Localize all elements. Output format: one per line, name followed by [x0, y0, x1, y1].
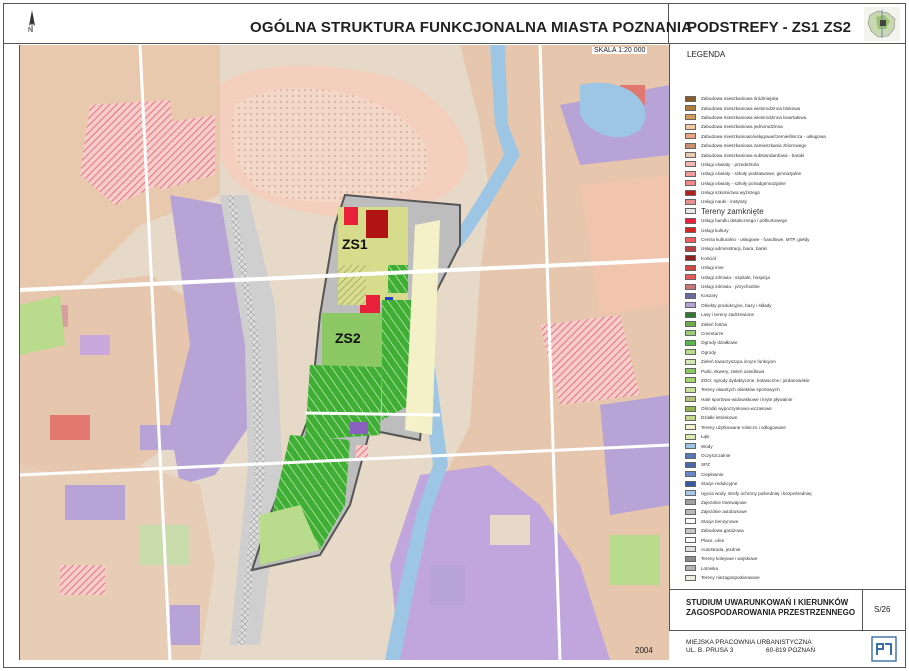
legend-label: Usługi kultury	[701, 227, 729, 233]
legend-label: Zieleń fortów	[701, 321, 728, 327]
legend-swatch	[685, 359, 696, 365]
legend-label: Usługi szkolnictwa wyższego	[701, 190, 760, 196]
legend-swatch	[685, 274, 696, 280]
block-se	[490, 515, 530, 545]
legend-item	[685, 263, 900, 272]
legend-swatch	[685, 265, 696, 271]
legend-item	[685, 423, 900, 432]
legend-label: Usługi inne	[701, 265, 724, 271]
legend-label: Ośrodki wypoczynkowo-wczasowe	[701, 406, 772, 412]
legend-swatch	[685, 340, 696, 346]
legend-label: Działki letniskowe	[701, 415, 738, 421]
legend-item	[685, 197, 900, 206]
legend-item	[685, 413, 900, 422]
legend-swatch	[685, 96, 696, 102]
legend-swatch	[685, 415, 696, 421]
legend-swatch	[685, 330, 696, 336]
map-canvas[interactable]	[19, 45, 669, 660]
legend-item	[685, 488, 900, 497]
zs1-allotments	[388, 265, 408, 293]
legend-swatch	[685, 556, 696, 562]
legend-label: Usługi oświaty - szkoły podstawowe, gimnazjalne	[701, 171, 802, 177]
map-subtitle: PODSTREFY - ZS1 ZS2	[687, 19, 851, 36]
legend-label: Kościół	[701, 255, 716, 261]
office-logo-icon	[871, 636, 897, 662]
block-se-2	[430, 565, 465, 605]
legend-item	[685, 432, 900, 441]
legend-label: Lotniska	[701, 565, 719, 571]
legend-item	[685, 244, 900, 253]
legend-label: Autostrada, jezdnie	[701, 546, 741, 552]
zone-label-zs2: ZS2	[335, 330, 361, 346]
zs2-hatched-res	[356, 445, 368, 459]
legend-label: Tereny użytkowane rolniczo i odłogowane	[701, 424, 786, 430]
legend-item	[685, 319, 900, 328]
legend-item	[685, 179, 900, 188]
legend-swatch	[685, 312, 696, 318]
legend-item	[685, 169, 900, 178]
legend-swatch	[685, 528, 696, 534]
zs2-allotments	[305, 365, 382, 440]
legend-label: Obiekty produkcyjne, bazy i składy	[701, 302, 772, 308]
office-postal: 60-819 POZNAŃ	[766, 647, 816, 654]
legend-label: Place, ulice	[701, 537, 725, 543]
legend-swatch	[685, 124, 696, 130]
legend-swatch	[685, 302, 696, 308]
legend-item	[685, 348, 900, 357]
legend-item	[685, 366, 900, 375]
legend-item	[685, 132, 900, 141]
legend-swatch	[685, 199, 696, 205]
legend-item	[685, 291, 900, 300]
legend-label: Zajezdnie autobusowe	[701, 509, 747, 515]
legend-label: Zabudowa garażowa	[701, 528, 744, 534]
legend-label: Zabudowa mieszkaniowa substandardowa - baraki	[701, 152, 805, 158]
legend-swatch	[685, 105, 696, 111]
zone-label-zs1: ZS1	[342, 236, 368, 252]
legend-item	[685, 160, 900, 169]
legend-label: Tereny zamknięte	[701, 206, 764, 216]
industry-east-south	[600, 395, 669, 515]
legend-item	[685, 498, 900, 507]
legend-swatch	[685, 396, 696, 402]
legend-label: Zabudowa mieszkaniowa wielorodzinna kwartałowa	[701, 114, 807, 120]
legend-swatch	[685, 377, 696, 383]
legend-swatch	[685, 171, 696, 177]
legend-list	[685, 94, 900, 582]
legend-swatch	[685, 518, 696, 524]
legend-label: Zabudowa mieszkaniowa zamieszkania zbiorowego	[701, 143, 807, 149]
legend-label: Parki, skwery, zieleń osiedlowa	[701, 368, 765, 374]
legend-item	[685, 385, 900, 394]
legend-swatch	[685, 133, 696, 139]
legend-swatch	[685, 218, 696, 224]
legend-item	[685, 357, 900, 366]
sheet-number: S/26	[874, 605, 891, 614]
legend-label: Zabudowa mieszkaniowo/usługowa/rzemieślnicza - usługowa	[701, 133, 826, 139]
legend-item	[685, 188, 900, 197]
legend-swatch	[685, 368, 696, 374]
legend-item	[685, 282, 900, 291]
legend-swatch	[685, 321, 696, 327]
north-label: N	[28, 27, 34, 34]
legend-item	[685, 460, 900, 469]
legend-label: SPZ	[701, 462, 710, 468]
legend-swatch	[685, 208, 696, 214]
legend-label: Cmentarze	[701, 330, 724, 336]
legend-label: Lasy i tereny zadrzewione	[701, 312, 755, 318]
legend-item	[685, 94, 900, 103]
legend-label: Tereny otwartych obiektów sportowych	[701, 387, 780, 393]
legend-label: Zabudowa mieszkaniowa wielorodzinna blokowa	[701, 105, 801, 111]
commercial-block	[50, 415, 90, 440]
legend-item	[685, 113, 900, 122]
legend-item	[685, 150, 900, 159]
study-title: STUDIUM UWARUNKOWAŃ I KIERUNKÓW ZAGOSPODAROWANIA PRZESTRZENNEGO	[686, 598, 856, 617]
legend-item	[685, 470, 900, 479]
zs1-hatched	[338, 265, 366, 305]
green-se	[610, 535, 660, 585]
legend-item	[685, 441, 900, 450]
legend-label: Usługi zdrowia - szpitale, hospicja	[701, 274, 770, 280]
legend-swatch	[685, 180, 696, 186]
legend-item	[685, 526, 900, 535]
legend-label: Stacje benzynowe	[701, 518, 739, 524]
legend-swatch	[685, 575, 696, 581]
industry-sw	[65, 485, 125, 520]
legend-swatch	[685, 284, 696, 290]
legend-item	[685, 545, 900, 554]
legend-swatch	[685, 481, 696, 487]
industry-sw-2	[170, 605, 200, 645]
legend-label: Stacje redukcyjne	[701, 481, 738, 487]
legend-swatch	[685, 143, 696, 149]
legend-title: LEGENDA	[687, 50, 726, 59]
legend-item	[685, 235, 900, 244]
legend-item	[685, 225, 900, 234]
zs2-industry	[350, 422, 368, 434]
legend-item	[685, 141, 900, 150]
legend-item	[685, 103, 900, 112]
legend-item	[685, 310, 900, 319]
legend-swatch	[685, 246, 696, 252]
legend-item	[685, 207, 900, 216]
legend-label: Tereny niezagospodarowane	[701, 575, 760, 581]
legend-label: Ujęcia wody, strefy ochrony pośredniej i bezpośredniej	[701, 490, 812, 496]
legend-swatch	[685, 387, 696, 393]
legend-swatch	[685, 293, 696, 299]
legend-label: Zajezdnie tramwajowe	[701, 499, 747, 505]
legend-swatch	[685, 227, 696, 233]
legend-label: Centra kulturalno - usługowe - handlowe, MTP, giełdy	[701, 237, 810, 243]
legend-swatch	[685, 190, 696, 196]
zs1-university	[366, 210, 388, 238]
legend-item	[685, 301, 900, 310]
legend-label: Ogrody działkowe	[701, 340, 738, 346]
legend-label: Oczyszczalnie	[701, 453, 731, 459]
legend-swatch	[685, 490, 696, 496]
scale-label: SKALA 1:20 000	[594, 47, 646, 54]
legend-label: Usługi nauki - instytuty	[701, 199, 747, 205]
legend-item	[685, 507, 900, 516]
legend-item	[685, 451, 900, 460]
legend-label: Ogrody	[701, 349, 717, 355]
legend-swatch	[685, 471, 696, 477]
legend-swatch	[685, 406, 696, 412]
legend-item	[685, 216, 900, 225]
legend-item	[685, 376, 900, 385]
map-title: OGÓLNA STRUKTURA FUNKCJONALNA MIASTA POZNANIA	[250, 19, 693, 36]
legend-swatch	[685, 537, 696, 543]
residential-sw	[60, 565, 105, 595]
legend-item	[685, 564, 900, 573]
zs1-retail	[344, 207, 358, 225]
legend-item	[685, 338, 900, 347]
legend-swatch	[685, 114, 696, 120]
legend-label: Ciepłownie	[701, 471, 724, 477]
legend-swatch	[685, 255, 696, 261]
legend-label: Wody	[701, 443, 713, 449]
legend-swatch	[685, 152, 696, 158]
office-name: MIEJSKA PRACOWNIA URBANISTYCZNA	[686, 639, 812, 646]
legend-item	[685, 517, 900, 526]
office-address: UL. B. PRUSA 3	[686, 647, 734, 654]
legend-label: Koszary	[701, 293, 718, 299]
map-year: 2004	[635, 646, 653, 655]
legend-swatch	[685, 237, 696, 243]
legend-label: Usługi handlu detalicznego i półhurtowego	[701, 218, 788, 224]
legend-item	[685, 573, 900, 582]
legend-item	[685, 329, 900, 338]
north-arrow-icon	[22, 8, 42, 40]
park-west	[20, 295, 65, 355]
legend-label: Usługi oświaty - przedszkola	[701, 161, 759, 167]
legend-label: Usługi oświaty - szkoły ponadgimnazjalne	[701, 180, 786, 186]
legend-label: Hale sportowo-widowiskowe i kryte pływalnie	[701, 396, 793, 402]
legend-swatch	[685, 161, 696, 167]
legend-label: Zabudowa mieszkaniowa śródmiejska	[701, 96, 779, 102]
legend-swatch	[685, 443, 696, 449]
legend-label: Tereny kolejowe i wojskowe	[701, 556, 758, 562]
legend-swatch	[685, 509, 696, 515]
legend-swatch	[685, 462, 696, 468]
legend-label: Usługi zdrowia - przychodnie	[701, 284, 760, 289]
legend-label: Zieleń towarzysząca innym funkcjom	[701, 359, 776, 365]
road-crossing	[305, 413, 440, 415]
legend-label: Zabudowa mieszkaniowa jednorodzinna	[701, 124, 783, 130]
service-block	[80, 335, 110, 355]
legend-item	[685, 272, 900, 281]
legend-item	[685, 395, 900, 404]
legend-swatch	[685, 349, 696, 355]
legend-item	[685, 535, 900, 544]
legend-item	[685, 122, 900, 131]
legend-label: Usługi administracji, biura, banki	[701, 246, 767, 252]
legend-swatch	[685, 424, 696, 430]
legend-item	[685, 404, 900, 413]
city-locator-icon	[864, 7, 900, 41]
legend-item	[685, 254, 900, 263]
legend-item	[685, 554, 900, 563]
legend-swatch	[685, 546, 696, 552]
legend-label: Łąki	[701, 434, 710, 440]
legend-swatch	[685, 565, 696, 571]
legend-item	[685, 479, 900, 488]
legend-swatch	[685, 499, 696, 505]
legend-swatch	[685, 434, 696, 440]
legend-swatch	[685, 453, 696, 459]
legend-label: ZOO, ogrody dydaktyczne, botaniczne i jordanowskie	[701, 377, 810, 383]
